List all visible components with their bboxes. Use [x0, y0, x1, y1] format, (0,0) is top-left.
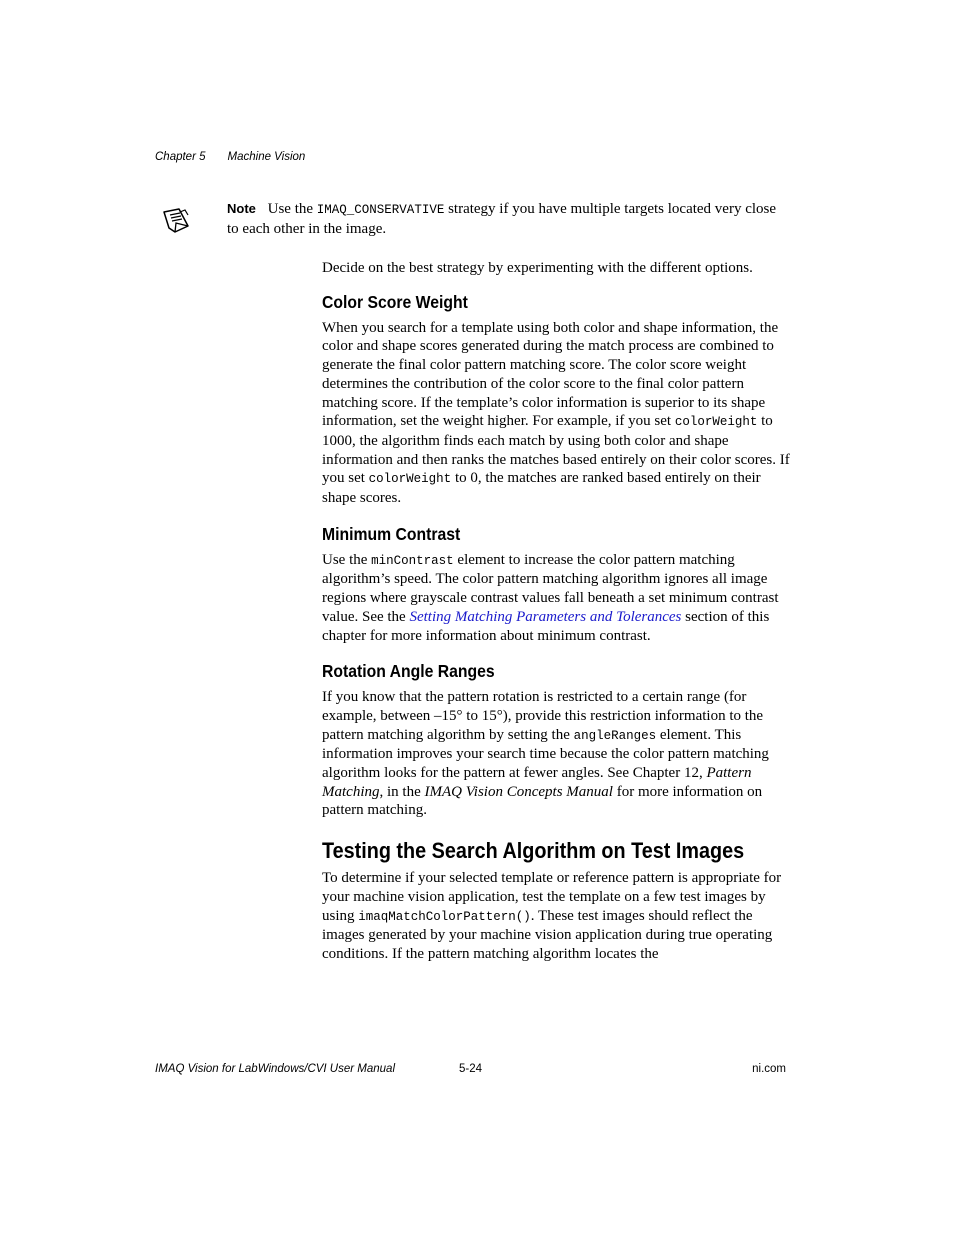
text-segment: , in the [379, 783, 421, 800]
ref-concepts-manual: IMAQ Vision Concepts Manual [424, 783, 613, 800]
note-label: Note [227, 201, 256, 216]
paragraph-testing-search-algorithm [322, 869, 790, 964]
footer-page-number: 5-24 [459, 1063, 483, 1075]
heading-testing-search-algorithm: Testing the Search Algorithm on Test Images [322, 838, 745, 864]
paragraph-color-score-weight [322, 319, 790, 508]
section-testing-search-algorithm [322, 837, 790, 964]
code-color-weight: colorWeight [368, 472, 452, 487]
note-text-after: strategy if you have multiple targets located very close to each other in the image. [227, 201, 777, 237]
code-min-contrast: minContrast [371, 553, 454, 568]
paragraph-minimum-contrast [322, 551, 790, 646]
note-block [227, 200, 787, 238]
section-minimum-contrast [322, 524, 790, 646]
running-head [155, 150, 305, 164]
text-segment: for more information on pattern matching. [322, 783, 763, 819]
text-segment: . These test images should reflect the images generated by your machine vision application during true operating conditions. If the pattern matching algorithm locates the [322, 907, 773, 962]
ref-pattern-matching: Pattern Matching [322, 765, 752, 800]
link-setting-matching-parameters[interactable]: Setting Matching Parameters and Tolerances [409, 608, 682, 625]
text-segment: Use the [322, 551, 368, 568]
text-segment: When you search for a template using both color and shape information, the color and shape scores generated during the match process are combined to generate the final color pattern matching score. The color score weight determines the contribution of the color score to the final color pattern matching score. If the template’s color information is superior to its shape information, set the weight higher. For example, if you set [322, 319, 779, 430]
intro-paragraph: Decide on the best strategy by experimenting with the different options. [322, 260, 753, 276]
code-imaq-match-color-pattern: imaqMatchColorPattern() [358, 909, 531, 924]
chapter-title: Machine Vision [227, 151, 306, 163]
section-rotation-angle-ranges [322, 661, 790, 820]
text-segment: To determine if your selected template or reference pattern is appropriate for your machine vision application, test the template on a few test images by using [322, 870, 782, 924]
code-color-weight: colorWeight [674, 415, 758, 430]
text-segment: element. This information improves your search time because the color pattern matching algorithm looks for the pattern at fewer angles. See Chapter 12, [322, 726, 769, 782]
heading-minimum-contrast: Minimum Contrast [322, 523, 461, 544]
heading-color-score-weight: Color Score Weight [322, 291, 468, 312]
note-hand-icon [161, 206, 191, 234]
paragraph-rotation-angle-ranges [322, 688, 790, 820]
code-angle-ranges: angleRanges [573, 728, 657, 743]
text-segment: to 1000, the algorithm finds each match by using both color and shape information and then ranks the matches based entirely on their color scores. If you set [322, 413, 790, 487]
chapter-number: Chapter 5 [155, 151, 206, 163]
text-segment: element to increase the color pattern matching algorithm’s speed. The color pattern matching algorithm ignores all image regions where grayscale contrast values fall beneath a set minimum contrast value. See the [322, 551, 779, 625]
footer-manual-title: IMAQ Vision for LabWindows/CVI User Manual [155, 1063, 396, 1075]
main-content [322, 259, 790, 964]
note-code: IMAQ_CONSERVATIVE [316, 203, 445, 217]
text-segment: If you know that the pattern rotation is restricted to a certain range (for example, between –15° to 15°), provide this restriction information to the pattern matching algorithm by setting the [322, 689, 764, 743]
text-segment: to 0, the matches are ranked based entirely on their shape scores. [322, 470, 761, 507]
footer-site: ni.com [752, 1063, 786, 1075]
text-segment: section of this chapter for more information about minimum contrast. [322, 608, 770, 644]
note-text-before: Use the [267, 201, 314, 217]
heading-rotation-angle-ranges: Rotation Angle Ranges [322, 661, 495, 682]
section-color-score-weight [322, 292, 790, 508]
page-footer [155, 1062, 786, 1076]
